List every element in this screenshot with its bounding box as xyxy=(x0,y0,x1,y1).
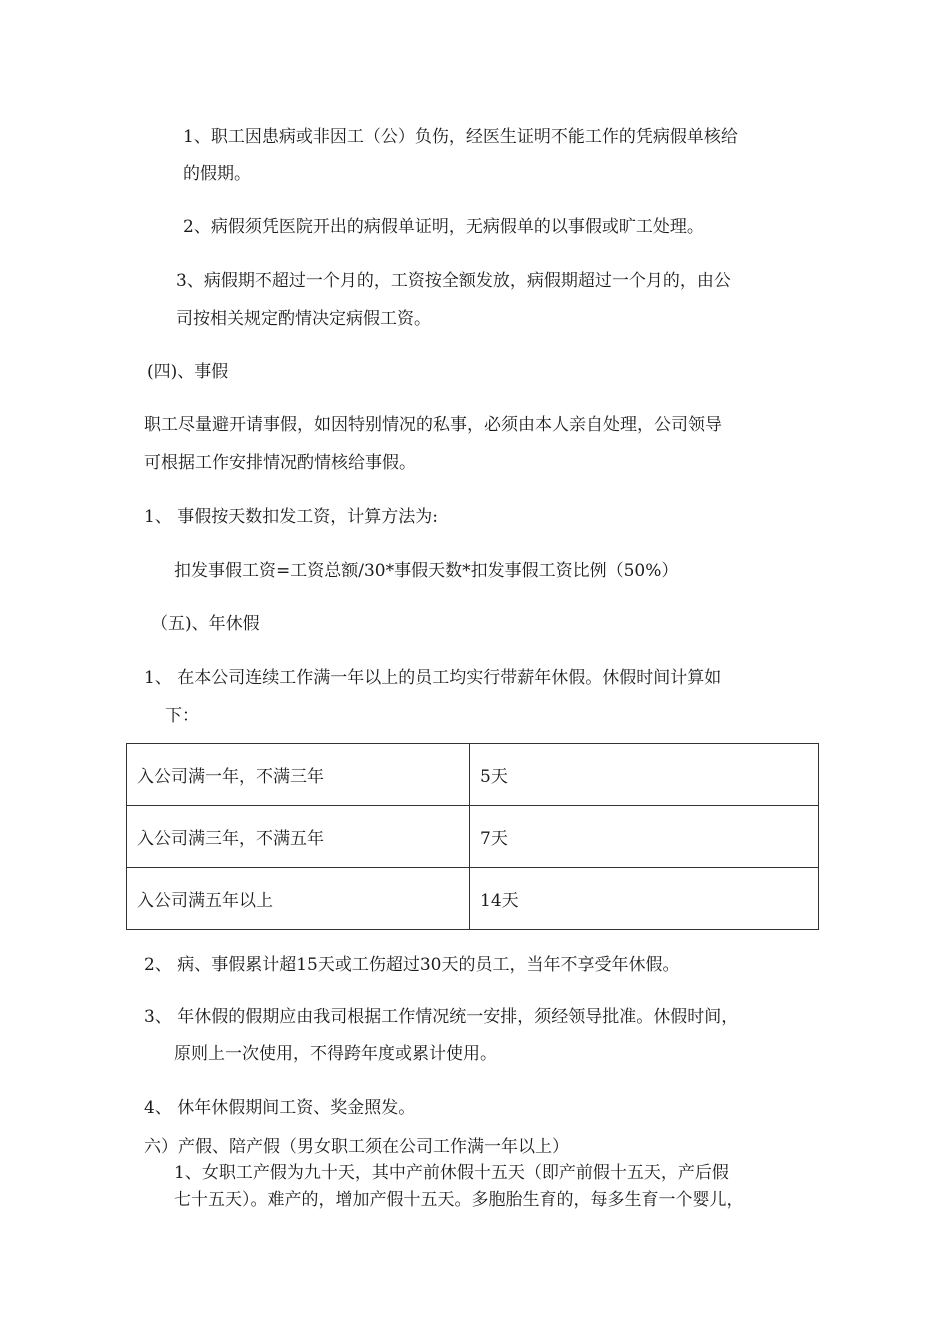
leave-days-cell: 14天 xyxy=(470,868,819,930)
table-row xyxy=(127,806,819,868)
maternity-leave-item-1-line-1: 1、女职工产假为九十天，其中产前休假十五天（即产前假十五天，产后假 xyxy=(174,1163,729,1183)
annual-leave-item-2: 2、 病、事假累计超15天或工伤超过30天的员工，当年不享受年休假。 xyxy=(144,955,680,975)
maternity-leave-item-1-line-2: 七十五天）。难产的，增加产假十五天。多胞胎生育的，每多生育一个婴儿， xyxy=(174,1190,744,1210)
annual-leave-table xyxy=(126,743,819,930)
service-length-cell: 入公司满一年，不满三年 xyxy=(127,744,470,806)
leave-days-cell: 5天 xyxy=(470,744,819,806)
personal-leave-intro-line-1: 职工尽量避开请事假，如因特别情况的私事，必须由本人亲自处理，公司领导 xyxy=(144,415,722,435)
table-row xyxy=(127,868,819,930)
annual-leave-item-1-line-1: 1、 在本公司连续工作满一年以上的员工均实行带薪年休假。休假时间计算如 xyxy=(144,668,722,688)
annual-leave-heading: （五)、年休假 xyxy=(151,614,260,634)
sick-leave-item-2: 2、病假须凭医院开出的病假单证明，无病假单的以事假或旷工处理。 xyxy=(183,217,704,237)
service-length-cell: 入公司满五年以上 xyxy=(127,868,470,930)
annual-leave-item-4: 4、 休年休假期间工资、奖金照发。 xyxy=(144,1098,416,1118)
maternity-leave-heading: 六）产假、陪产假（男女职工须在公司工作满一年以上） xyxy=(144,1137,569,1157)
service-length-cell: 入公司满三年，不满五年 xyxy=(127,806,470,868)
sick-leave-item-1-line-1: 1、职工因患病或非因工（公）负伤，经医生证明不能工作的凭病假单核给 xyxy=(183,127,738,147)
personal-leave-heading: (四)、事假 xyxy=(147,362,229,382)
annual-leave-item-1-line-2: 下： xyxy=(165,706,199,726)
table-row xyxy=(127,744,819,806)
sick-leave-item-1-line-2: 的假期。 xyxy=(183,164,251,184)
personal-leave-item-1: 1、 事假按天数扣发工资，计算方法为: xyxy=(144,507,438,527)
sick-leave-item-3-line-2: 司按相关规定酌情决定病假工资。 xyxy=(176,309,431,329)
leave-days-cell: 7天 xyxy=(470,806,819,868)
sick-leave-item-3-line-1: 3、病假期不超过一个月的，工资按全额发放，病假期超过一个月的，由公 xyxy=(176,271,731,291)
annual-leave-item-3-line-1: 3、 年休假的假期应由我司根据工作情况统一安排，须经领导批准。休假时间， xyxy=(144,1007,739,1027)
personal-leave-intro-line-2: 可根据工作安排情况酌情核给事假。 xyxy=(144,453,416,473)
personal-leave-formula: 扣发事假工资=工资总额/30*事假天数*扣发事假工资比例（50%） xyxy=(174,561,679,581)
annual-leave-item-3-line-2: 原则上一次使用，不得跨年度或累计使用。 xyxy=(174,1044,497,1064)
